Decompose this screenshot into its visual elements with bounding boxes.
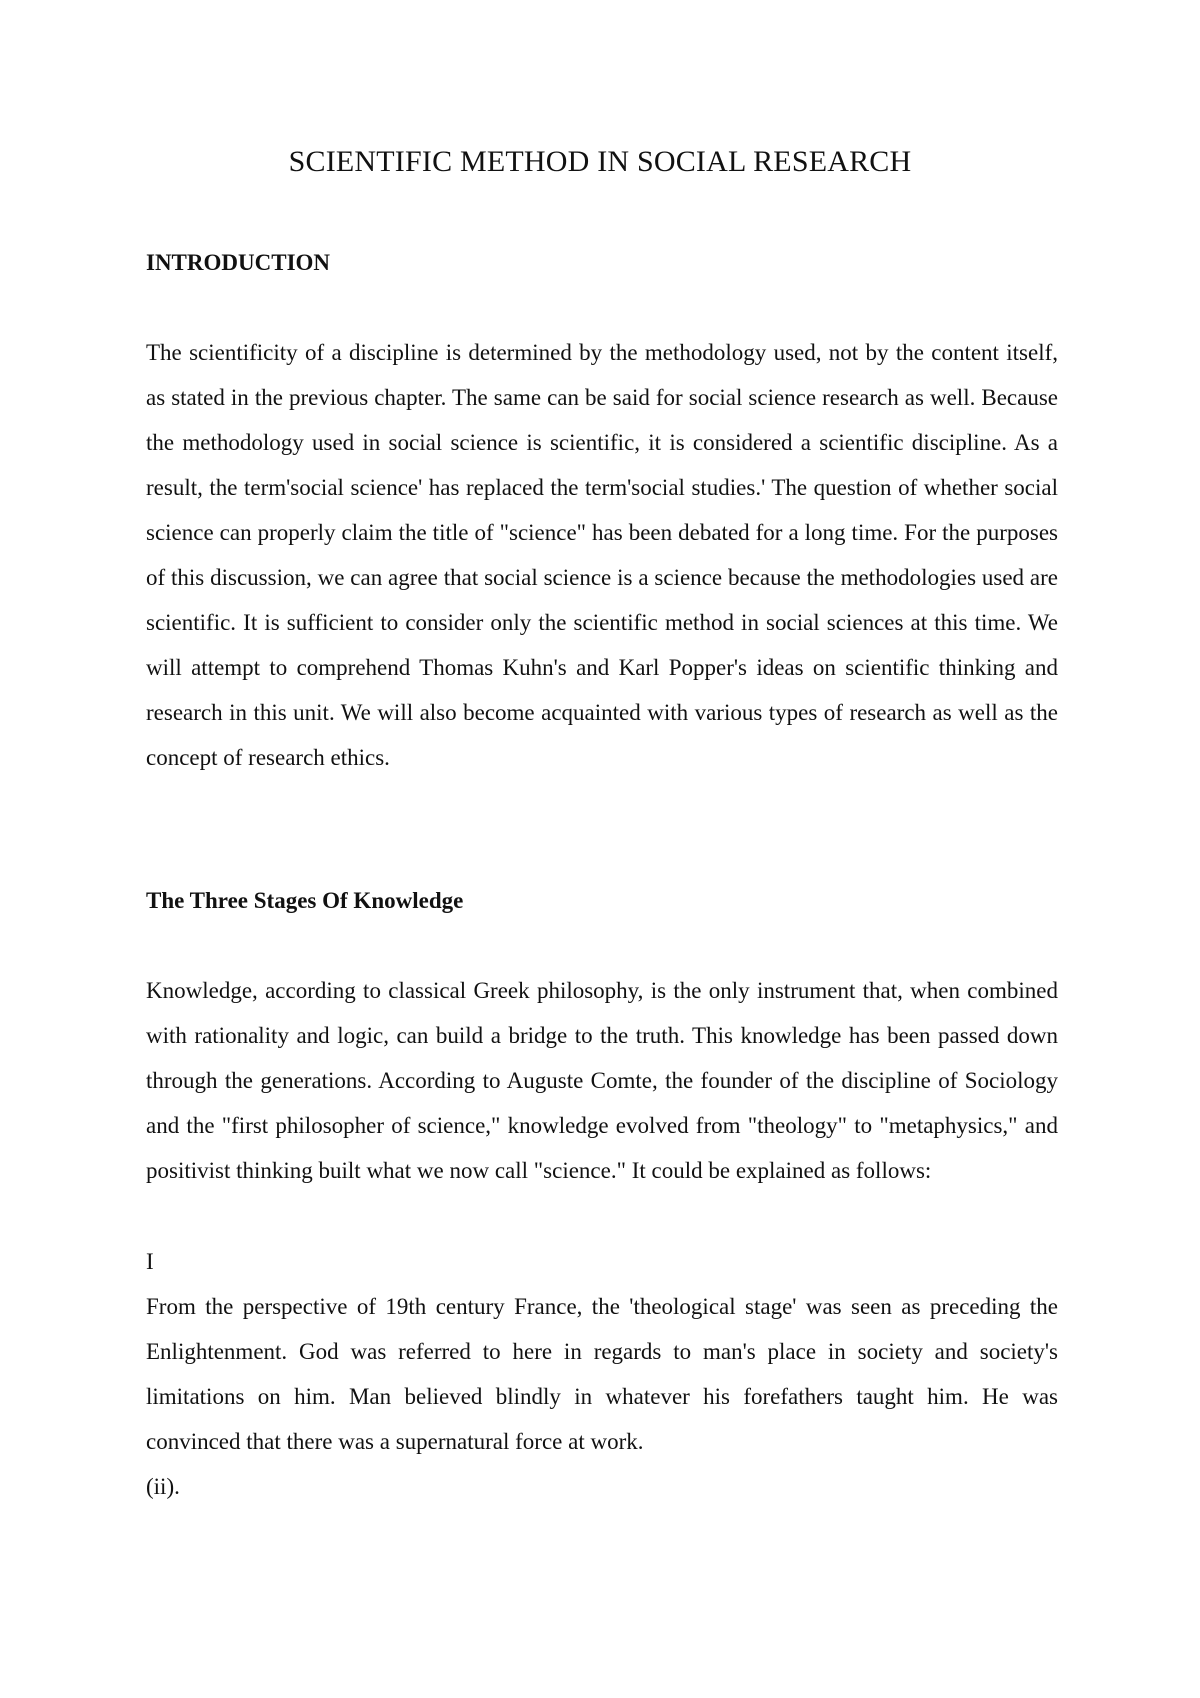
stage-one-marker: I [146,1249,154,1274]
introduction-heading: INTRODUCTION [146,250,331,275]
document-title: SCIENTIFIC METHOD IN SOCIAL RESEARCH [288,145,912,178]
theological-stage-paragraph: From the perspective of 19th century France, the 'theological stage' was seen as preceding the Enlightenment. God was referred to here in regards to man's place in society and society's limitations on him. Man believed blindly in whatever his forefathers taught him. He was convinced that there was a supernatural force at work. [146,1294,1058,1454]
stage-two-marker: (ii). [146,1474,180,1499]
three-stages-heading: The Three Stages Of Knowledge [146,888,464,913]
knowledge-paragraph: Knowledge, according to classical Greek philosophy, is the only instrument that, when combined with rationality and logic, can build a bridge to the truth. This knowledge has been passed down through the generations. According to Auguste Comte, the founder of the discipline of Sociology and the "first philosopher of science," knowledge evolved from "theology" to "metaphysics," and positivist thinking built what we now call "science." It could be explained as follows: [146,978,1058,1183]
introduction-paragraph: The scientificity of a discipline is determined by the methodology used, not by the content itself, as stated in the previous chapter. The same can be said for social science research as well. Because the methodology used in social science is scientific, it is considered a scientific discipline. As a result, the term'social science' has replaced the term'social studies.' The question of whether social science can properly claim the title of "science" has been debated for a long time. For the purposes of this discussion, we can agree that social science is a science because the methodologies used are scientific. It is sufficient to consider only the scientific method in social sciences at this time. We will attempt to comprehend Thomas Kuhn's and Karl Popper's ideas on scientific thinking and research in this unit. We will also become acquainted with various types of research as well as the concept of research ethics. [146,340,1058,770]
